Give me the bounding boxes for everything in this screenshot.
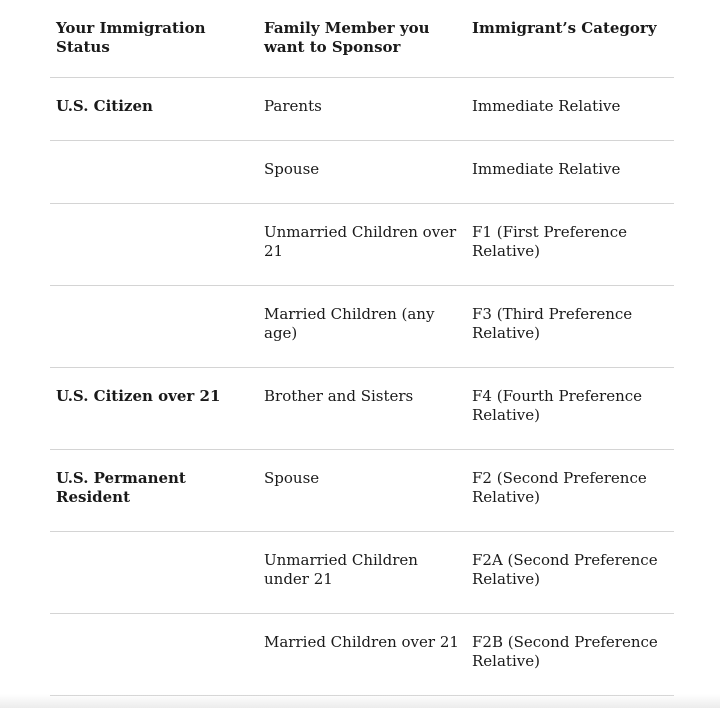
category-cell: F4 (Fourth Preference Relative)	[472, 387, 643, 424]
table-row	[50, 204, 674, 286]
category-cell: Immediate Relative	[472, 160, 621, 178]
table-row	[50, 532, 674, 614]
category-cell: Immediate Relative	[472, 97, 621, 115]
table-row	[50, 141, 674, 204]
table-row	[50, 286, 674, 368]
family-member-cell: Spouse	[264, 160, 320, 178]
header-family-member: Family Member you want to Sponsor	[264, 19, 430, 56]
category-cell: F2B (Second Preference Relative)	[472, 633, 658, 670]
header-immigration-status: Your Immigration Status	[56, 19, 206, 56]
family-member-cell: Married Children over 21	[264, 633, 459, 651]
family-member-cell: Spouse	[264, 469, 320, 487]
family-member-cell: Unmarried Children over 21	[264, 223, 457, 260]
header-immigrant-category: Immigrant’s Category	[472, 19, 657, 37]
table-header-row	[50, 0, 674, 78]
table-row	[50, 368, 674, 450]
family-member-cell: Brother and Sisters	[264, 387, 414, 405]
category-cell: F2 (Second Preference Relative)	[472, 469, 647, 506]
immigration-category-table	[50, 0, 674, 696]
status-cell	[50, 141, 258, 203]
status-cell: U.S. Citizen	[56, 97, 153, 115]
table-row	[50, 450, 674, 532]
family-member-cell: Parents	[264, 97, 322, 115]
table-row	[50, 78, 674, 141]
category-cell: F2A (Second Preference Relative)	[472, 551, 658, 588]
status-cell	[50, 532, 258, 613]
bottom-edge-shadow	[0, 694, 720, 708]
category-cell: F1 (First Preference Relative)	[472, 223, 627, 260]
status-cell	[50, 286, 258, 367]
family-member-cell: Unmarried Children under 21	[264, 551, 418, 588]
table-row	[50, 614, 674, 696]
category-cell: F3 (Third Preference Relative)	[472, 305, 633, 342]
status-cell	[50, 204, 258, 285]
family-member-cell: Married Children (any age)	[264, 305, 435, 342]
status-cell: U.S. Citizen over 21	[56, 387, 221, 405]
status-cell	[50, 614, 258, 695]
status-cell: U.S. Permanent Resident	[56, 469, 186, 506]
